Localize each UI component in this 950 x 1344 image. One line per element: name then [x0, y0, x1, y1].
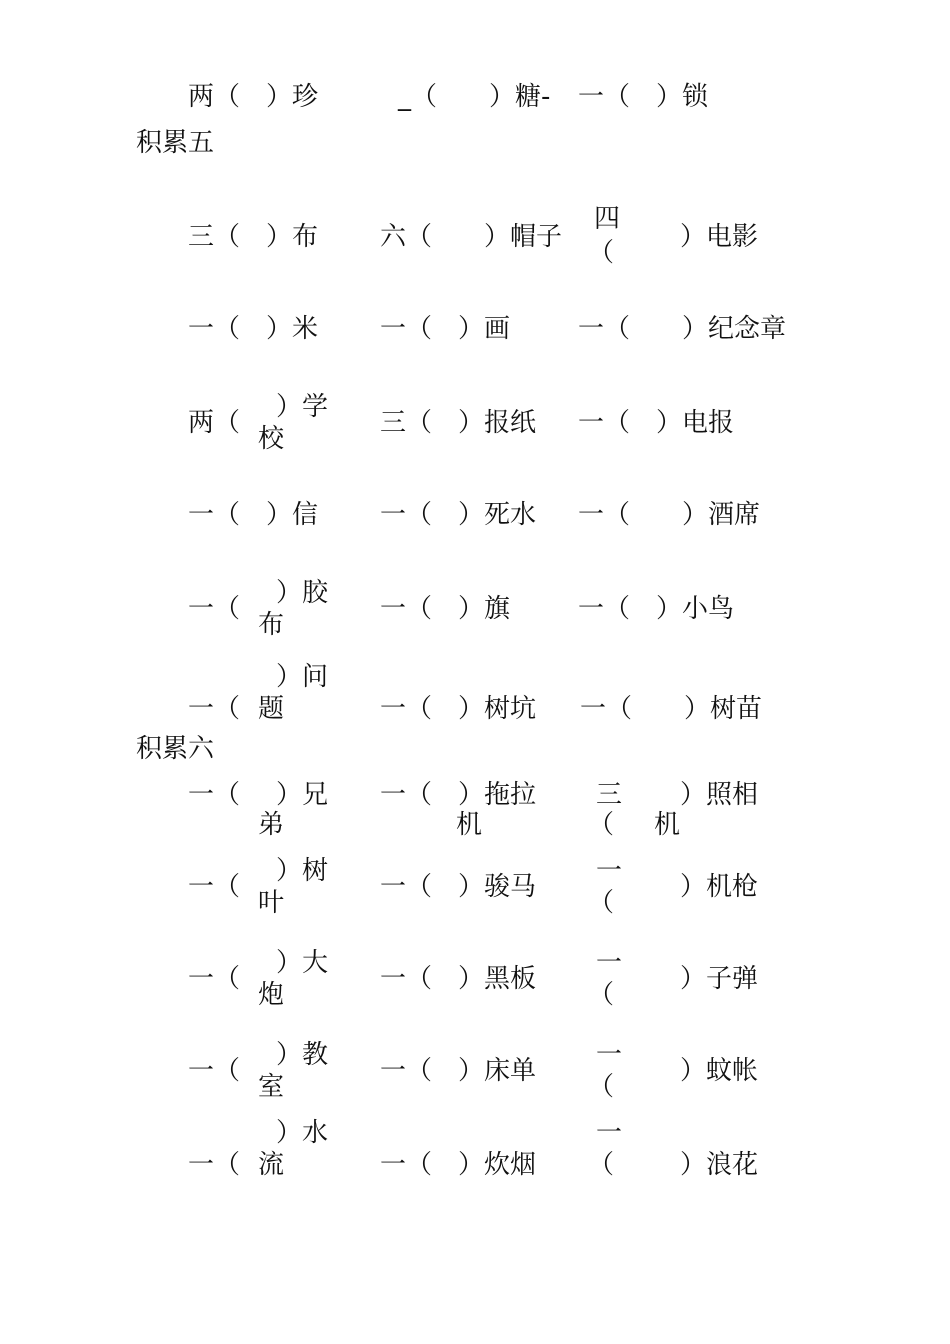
- item-yi-qi: 一（ ）旗: [380, 594, 511, 624]
- item-yi-xiaoniao: 一（ ）小鸟: [578, 594, 735, 624]
- item-yi-junma: 一（ ）骏马: [380, 872, 537, 902]
- item-yi-jiaoshi-wrap: 室: [258, 1072, 285, 1102]
- item-yi-shumiao: 一（ ）树苗: [580, 694, 763, 724]
- item-yi-suo: 一（ ）锁: [578, 82, 709, 112]
- item-yi-shuye-left: 一（: [188, 872, 241, 902]
- item-si-dianying: ）电影: [680, 222, 759, 252]
- item-yi-wenzhang: ）蚊帐: [680, 1056, 759, 1086]
- item-liu-maozi: 六（ ）帽子: [380, 222, 563, 252]
- item-yi-tuolaji: 一（ ）拖拉: [380, 780, 537, 810]
- item-san-baozhi: 三（ ）报纸: [380, 408, 537, 438]
- item-yi-zidan-top: 一: [596, 948, 623, 978]
- item-yi-langhua-paren: （: [588, 1150, 615, 1180]
- item-yi-mi: 一（ ）米: [188, 314, 319, 344]
- item-yi-jiaobu-wrap: 布: [258, 610, 285, 640]
- item-yi-chuiyan: 一（ ）炊烟: [380, 1150, 537, 1180]
- item-tang: _（ ）糖-: [398, 82, 551, 112]
- item-liang-xuexiao-right: ）学: [276, 392, 329, 422]
- item-yi-jiuxi: 一（ ）酒席: [578, 500, 761, 530]
- section-heading-5: 积累五: [136, 128, 215, 158]
- item-si-dianying-top: 四: [594, 204, 621, 234]
- item-yi-shuye-wrap: 叶: [258, 888, 285, 918]
- item-yi-shuye-right: ）树: [276, 856, 329, 886]
- section-heading-6: 积累六: [136, 734, 215, 764]
- item-liang-xuexiao-left: 两（: [188, 408, 241, 438]
- item-yi-xiongdi-right: ）兄: [276, 780, 329, 810]
- item-liang-xuexiao-wrap: 校: [258, 424, 285, 454]
- item-yi-chuangdan: 一（ ）床单: [380, 1056, 537, 1086]
- item-yi-wenzhang-top: 一: [596, 1040, 623, 1070]
- item-yi-wenzhang-paren: （: [588, 1072, 615, 1102]
- item-yi-dapao-left: 一（: [188, 964, 241, 994]
- item-yi-dapao-right: ）大: [276, 948, 329, 978]
- item-yi-wenti-wrap: 题: [258, 694, 285, 724]
- item-yi-zidan-paren: （: [588, 980, 615, 1010]
- item-yi-xiongdi-wrap: 弟: [258, 810, 285, 840]
- item-yi-jiaobu-right: ）胶: [276, 578, 329, 608]
- item-yi-wenti-right: ）问: [276, 662, 329, 692]
- item-yi-jiaoshi-right: ）教: [276, 1040, 329, 1070]
- item-yi-dapao-wrap: 炮: [258, 980, 285, 1010]
- item-san-bu: 三（ ）布: [188, 222, 319, 252]
- item-san-zhaoxiangji-top: 三: [596, 780, 623, 810]
- item-yi-dianbao: 一（ ）电报: [578, 408, 735, 438]
- item-yi-shuiliu-right: ）水: [276, 1118, 329, 1148]
- item-liang-zhen: 两（ ）珍: [188, 82, 319, 112]
- item-san-zhaoxiangji-wrap: 机: [654, 810, 681, 840]
- item-yi-shuiliu-wrap: 流: [258, 1150, 285, 1180]
- item-yi-jinianzhang: 一（ ）纪念章: [578, 314, 787, 344]
- item-yi-heiban: 一（ ）黑板: [380, 964, 537, 994]
- item-yi-jiaobu-left: 一（: [188, 594, 241, 624]
- item-yi-wenti-left: 一（: [188, 694, 241, 724]
- item-yi-jiaoshi-left: 一（: [188, 1056, 241, 1086]
- item-yi-jiqiang-top: 一: [596, 856, 623, 886]
- item-san-zhaoxiangji: ）照相: [680, 780, 759, 810]
- item-yi-jiqiang: ）机枪: [680, 872, 759, 902]
- item-yi-sishui: 一（ ）死水: [380, 500, 537, 530]
- item-san-zhaoxiangji-paren: （: [588, 810, 615, 840]
- item-yi-hua: 一（ ）画: [380, 314, 511, 344]
- item-yi-shukeng: 一（ ）树坑: [380, 694, 537, 724]
- item-si-dianying-paren: （: [588, 238, 615, 268]
- item-yi-shuiliu-left: 一（: [188, 1150, 241, 1180]
- item-yi-xiongdi-left: 一（: [188, 780, 241, 810]
- item-yi-langhua: ）浪花: [680, 1150, 759, 1180]
- item-yi-jiqiang-paren: （: [588, 888, 615, 918]
- item-yi-tuolaji-wrap: 机: [456, 810, 483, 840]
- item-yi-xin: 一（ ）信: [188, 500, 319, 530]
- item-yi-langhua-top: 一: [596, 1118, 623, 1148]
- item-yi-zidan: ）子弹: [680, 964, 759, 994]
